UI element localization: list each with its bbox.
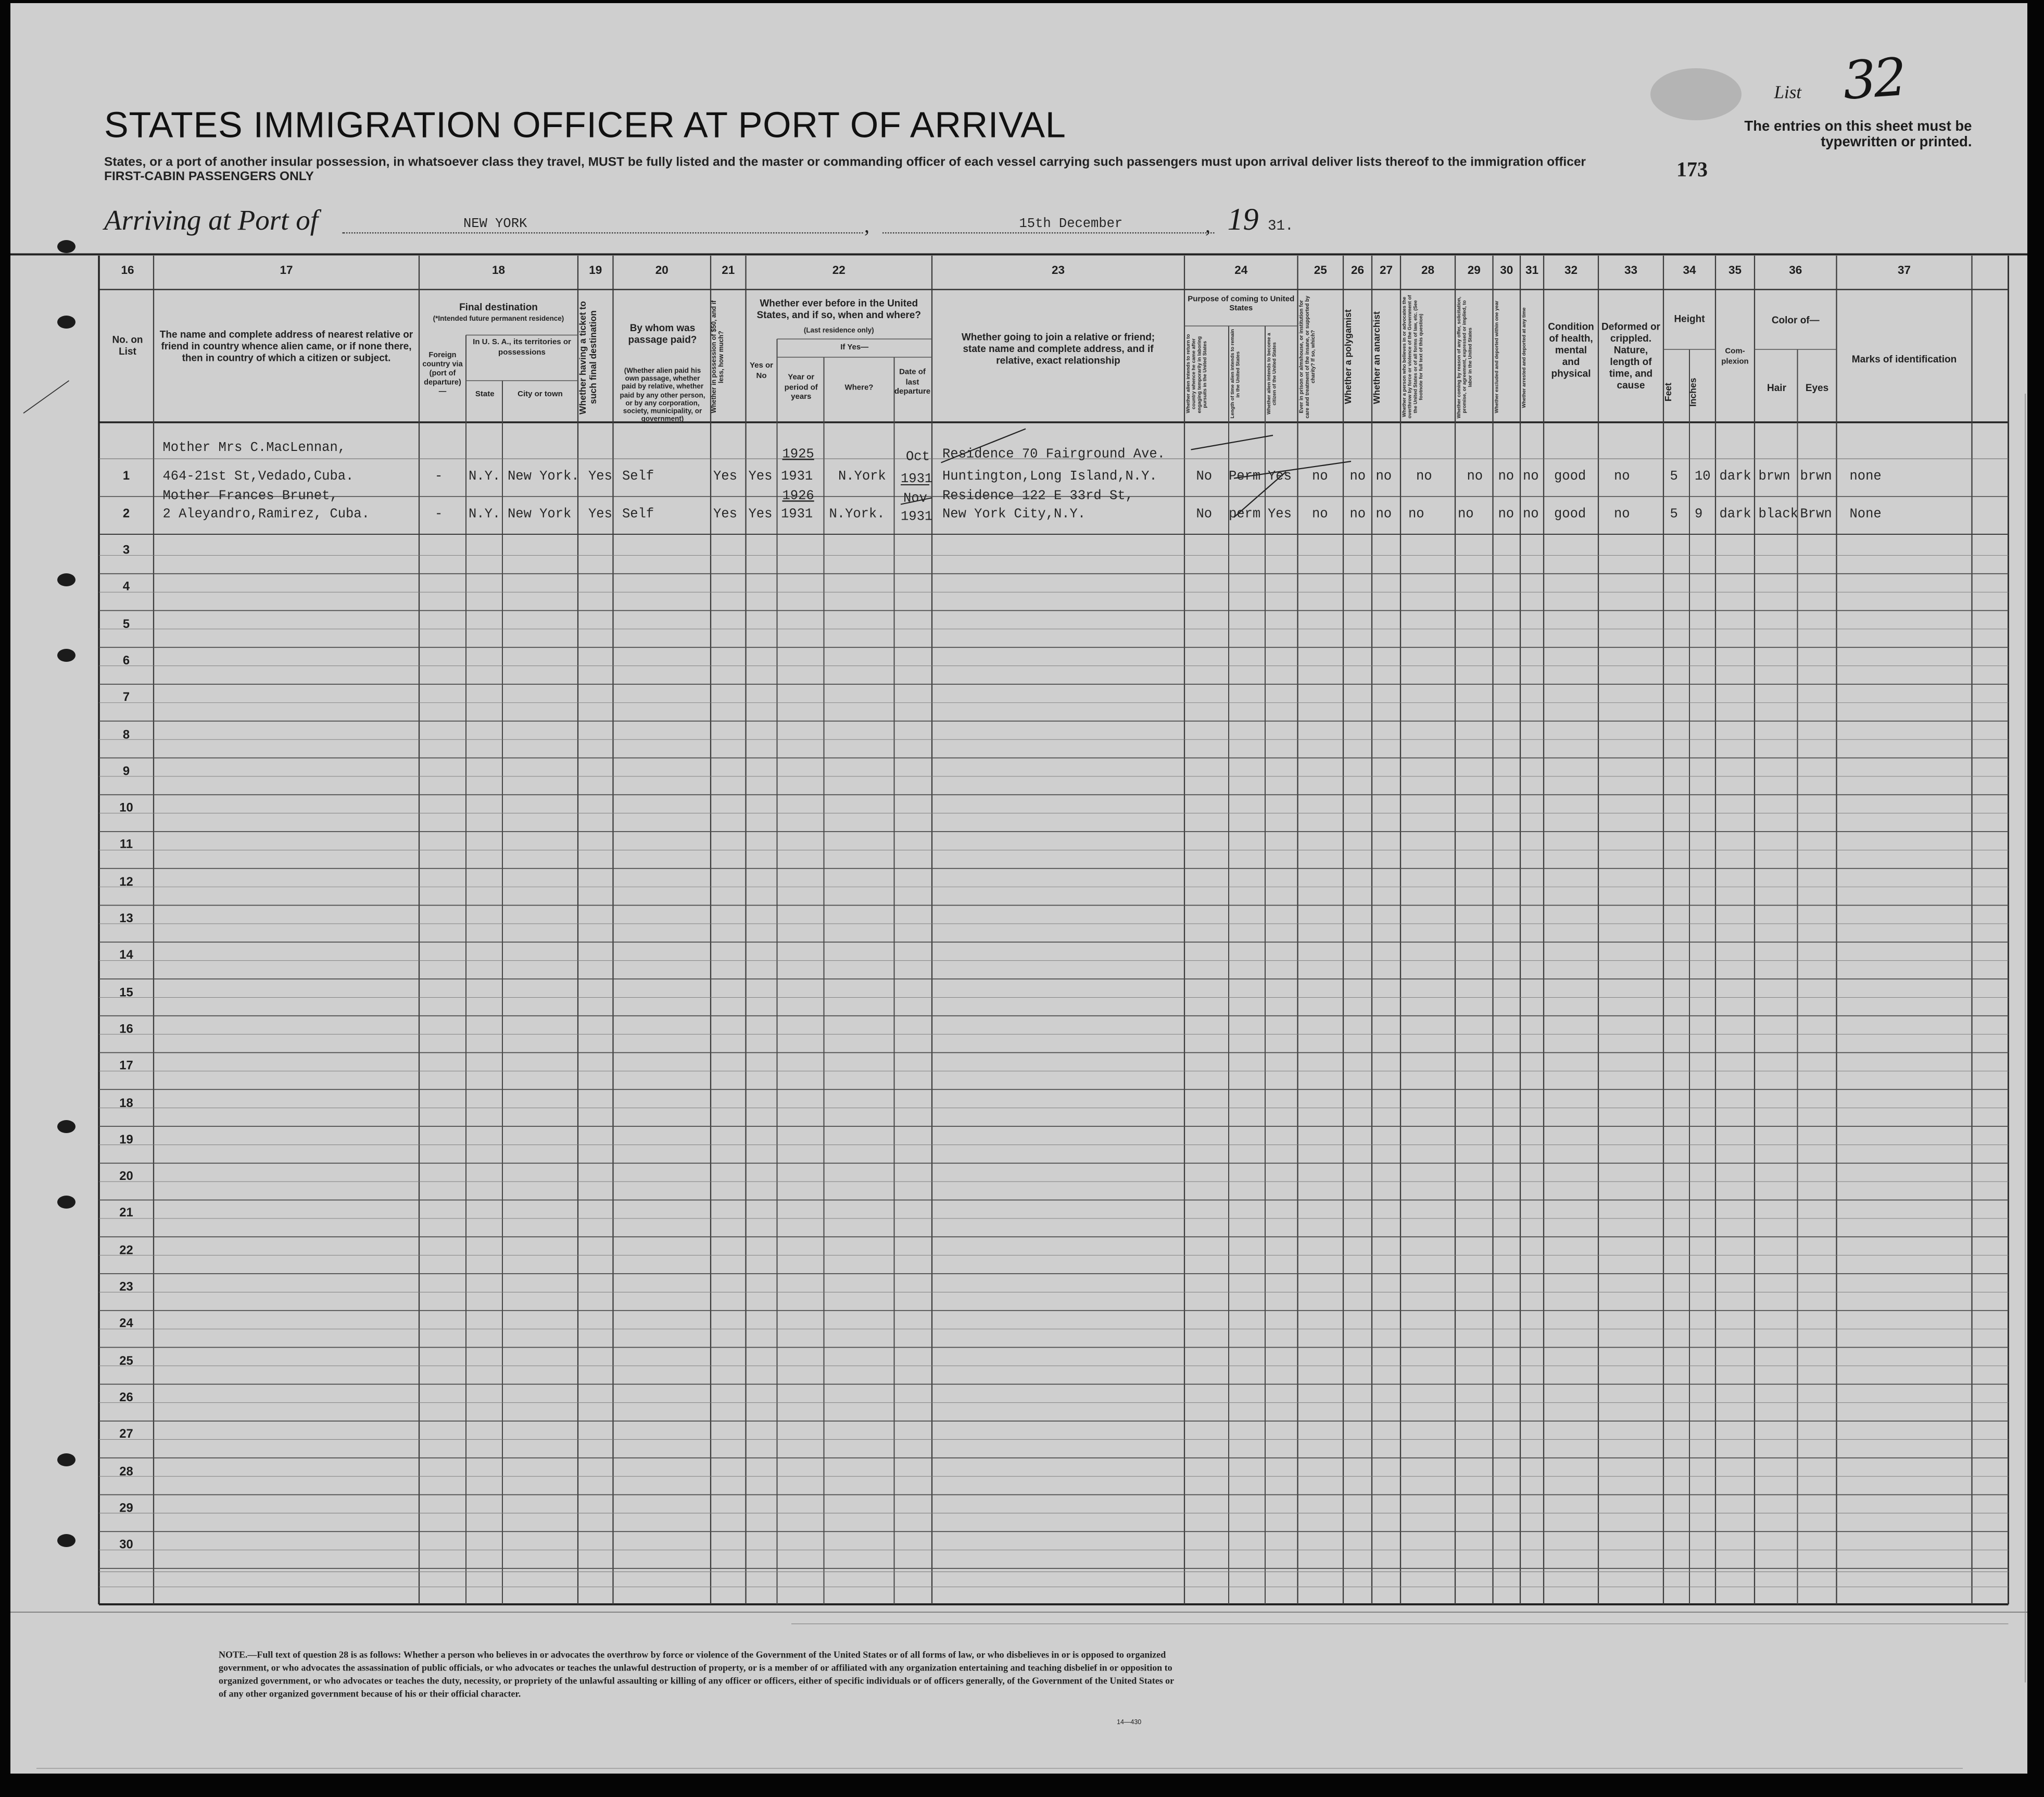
row1-paid-by: Self bbox=[622, 470, 654, 485]
row2-polygamist: no bbox=[1349, 508, 1366, 523]
row-number: 2 bbox=[122, 507, 130, 521]
colnum-30: 30 bbox=[1500, 263, 1513, 277]
row1-deformed: no bbox=[1614, 470, 1630, 485]
colnum-28: 28 bbox=[1421, 263, 1434, 277]
hdr-ever-before-note: (Last residence only) bbox=[803, 327, 874, 335]
hdr-no-on-list: No. on List bbox=[112, 334, 143, 357]
binder-hole bbox=[57, 240, 75, 253]
hdr-deformed: Deformed or crippled. Nature, length of time, and cause bbox=[1601, 321, 1660, 391]
port-line bbox=[343, 232, 863, 234]
colnum-24: 24 bbox=[1234, 263, 1248, 277]
colnum-27: 27 bbox=[1379, 263, 1393, 277]
hdr-if-yes: If Yes— bbox=[840, 344, 869, 352]
colnum-21: 21 bbox=[722, 263, 735, 277]
sheet-number: 173 bbox=[1676, 159, 1708, 182]
row1-health: good bbox=[1554, 470, 1586, 485]
hdr-labor-offer: Whether coming by reason of any offer, solicitation, promise, or agreement, expressed or implied, to labor in the United States bbox=[1456, 296, 1473, 418]
manifest-sheet bbox=[10, 3, 2027, 1774]
row1-arrested: no bbox=[1523, 470, 1539, 485]
intro-line-2: FIRST-CABIN PASSENGERS ONLY bbox=[104, 170, 314, 184]
row1-polygamist: no bbox=[1349, 470, 1366, 485]
row-number: 25 bbox=[119, 1353, 133, 1368]
row2-years-a: 1926 bbox=[782, 490, 814, 505]
row-number: 6 bbox=[122, 654, 130, 669]
comma: , bbox=[1205, 215, 1210, 237]
hdr-paid-by: By whom was passage paid? bbox=[628, 322, 697, 346]
row2-deformed: no bbox=[1614, 508, 1630, 523]
row2-length: perm bbox=[1229, 508, 1261, 523]
row1-years-b: 1931 bbox=[781, 470, 813, 485]
list-number: 32 bbox=[1841, 48, 1907, 112]
row-number: 21 bbox=[119, 1206, 133, 1221]
row2-labor: no bbox=[1458, 508, 1474, 523]
row1-length: Perm bbox=[1229, 470, 1261, 485]
port-value: NEW YORK bbox=[463, 218, 527, 232]
row2-ever-before: Yes bbox=[748, 508, 773, 523]
form-title: STATES IMMIGRATION OFFICER AT PORT OF ARRIVAL bbox=[104, 105, 1066, 145]
hdr-length-of-stay: Length of time alien intends to remain in the United States bbox=[1230, 329, 1241, 419]
row-number: 17 bbox=[119, 1059, 133, 1074]
row-number: 3 bbox=[122, 543, 130, 558]
row2-return: No bbox=[1196, 508, 1213, 523]
row1-inches: 10 bbox=[1695, 470, 1711, 485]
row-number: 15 bbox=[119, 985, 133, 1000]
row2-years-b: 1931 bbox=[781, 508, 813, 523]
list-label: List bbox=[1774, 84, 1802, 104]
binder-hole bbox=[57, 1534, 75, 1547]
row1-state: N.Y. bbox=[469, 470, 501, 485]
row-number: 10 bbox=[119, 801, 133, 816]
hdr-where: Where? bbox=[844, 384, 874, 393]
row2-arrested: no bbox=[1523, 508, 1539, 523]
hdr-health: Condition of health, mental and physical bbox=[1548, 321, 1594, 380]
pen-tick bbox=[23, 381, 69, 413]
row-number: 26 bbox=[119, 1390, 133, 1405]
row-number: 9 bbox=[122, 764, 130, 779]
binder-hole bbox=[57, 649, 75, 662]
colnum-20: 20 bbox=[655, 263, 668, 277]
arriving-label: Arriving at Port of bbox=[104, 204, 318, 236]
row-number: 4 bbox=[122, 580, 130, 595]
hdr-polygamist: Whether a polygamist bbox=[1344, 310, 1354, 405]
binder-hole bbox=[57, 1120, 75, 1133]
row2-marks: None bbox=[1849, 508, 1882, 523]
row2-foreign-via: - bbox=[435, 508, 443, 523]
row1-return: No bbox=[1196, 470, 1213, 485]
colnum-22: 22 bbox=[832, 263, 846, 277]
row-number: 29 bbox=[119, 1501, 133, 1516]
row2-overthrow: no bbox=[1408, 508, 1424, 523]
row-number: 28 bbox=[119, 1464, 133, 1479]
row2-where: N.York. bbox=[829, 508, 885, 523]
colnum-25: 25 bbox=[1314, 263, 1327, 277]
row1-address: 464-21st St,Vedado,Cuba. bbox=[162, 470, 354, 485]
row-number: 7 bbox=[122, 690, 130, 705]
row2-complexion: dark bbox=[1719, 508, 1751, 523]
hdr-prison: Ever in prison or almshouse, or institution for care and treatment of the insane, or supported by charity? If so, which? bbox=[1297, 296, 1316, 419]
row2-health: good bbox=[1554, 508, 1586, 523]
form-intro bbox=[104, 156, 1586, 184]
hdr-has-50: Whether in possession of $50, and if less, how much? bbox=[711, 300, 726, 414]
row-number: 16 bbox=[119, 1022, 133, 1037]
binder-hole bbox=[57, 573, 75, 586]
row-number: 18 bbox=[119, 1096, 133, 1111]
row2-join-a: Residence 122 E 33rd St, bbox=[942, 490, 1133, 505]
row1-excluded: no bbox=[1498, 470, 1515, 485]
row-number: 22 bbox=[119, 1243, 133, 1258]
hdr-overthrow: Whether a person who believes in or advocates the overthrow by force or violence of the Government of the United States or of all forms of law, etc. (See footnote for full text of this question) bbox=[1402, 295, 1424, 419]
row2-citizen: Yes bbox=[1268, 508, 1292, 523]
row2-relative: Mother Frances Brunet, bbox=[162, 490, 338, 505]
colnum-36: 36 bbox=[1789, 263, 1802, 277]
hdr-going-to-join: Whether going to join a relative or friend; state name and complete address, and if relative, exact relationship bbox=[961, 331, 1155, 367]
row1-hair: brwn bbox=[1758, 470, 1790, 485]
colnum-32: 32 bbox=[1564, 263, 1578, 277]
row2-address: 2 Aleyandro,Ramirez, Cuba. bbox=[162, 508, 370, 523]
colnum-33: 33 bbox=[1624, 263, 1637, 277]
hdr-color-of: Color of— bbox=[1771, 314, 1820, 326]
colnum-18: 18 bbox=[491, 263, 505, 277]
row2-feet: 5 bbox=[1670, 508, 1678, 523]
colnum-26: 26 bbox=[1351, 263, 1364, 277]
row1-eyes: brwn bbox=[1800, 470, 1832, 485]
row2-eyes: Brwn bbox=[1800, 508, 1832, 523]
hdr-marks: Marks of identification bbox=[1851, 353, 1957, 365]
date-line bbox=[882, 232, 1215, 234]
colnum-23: 23 bbox=[1051, 263, 1065, 277]
hdr-ever-before: Whether ever before in the United States, and if so, when and where? bbox=[756, 297, 921, 321]
row1-labor: no bbox=[1467, 470, 1483, 485]
row1-ever-before: Yes bbox=[748, 470, 773, 485]
date-value: 15th December bbox=[1019, 218, 1123, 232]
row-number: 23 bbox=[119, 1280, 133, 1295]
row1-citizen: Yes bbox=[1268, 470, 1292, 485]
comma: , bbox=[864, 215, 869, 237]
row1-join-b: Huntington,Long Island,N.Y. bbox=[942, 470, 1157, 485]
row1-years-a: 1925 bbox=[782, 448, 814, 463]
row-number: 24 bbox=[119, 1317, 133, 1331]
row2-paid-by: Self bbox=[622, 508, 654, 523]
row1-dep-b: 1931 bbox=[901, 473, 933, 487]
row-number: 12 bbox=[119, 875, 133, 889]
hdr-yes-or-no: Yes or No bbox=[749, 362, 773, 380]
hdr-final-destination-note: (*Intended future permanent residence) bbox=[433, 316, 564, 323]
hdr-inches: Inches bbox=[1689, 378, 1699, 407]
row1-feet: 5 bbox=[1670, 470, 1678, 485]
binder-hole bbox=[57, 316, 75, 329]
row1-overthrow: no bbox=[1416, 470, 1432, 485]
year-prefix: 19 bbox=[1227, 204, 1259, 237]
row2-excluded: no bbox=[1498, 508, 1515, 523]
row2-hair: black bbox=[1758, 508, 1798, 523]
row2-ticket: Yes bbox=[588, 508, 612, 523]
hdr-final-destination: Final destination bbox=[459, 301, 538, 313]
row1-city: New York. bbox=[508, 470, 579, 485]
hdr-date-departure: Date of last departure bbox=[894, 369, 931, 396]
row-number: 11 bbox=[119, 838, 133, 852]
hdr-eyes: Eyes bbox=[1805, 382, 1829, 394]
row1-dep-a: Oct bbox=[906, 451, 930, 466]
colnum-16: 16 bbox=[121, 263, 134, 277]
intro-line-1: States, or a port of another insular possession, in whatsoever class they travel, MUST be fully listed and the master or commanding officer of each vessel carrying such passengers must upon arrival deliver lists thereof to the immigration officer bbox=[104, 155, 1586, 170]
hdr-hair: Hair bbox=[1767, 382, 1786, 394]
row2-state: N.Y. bbox=[469, 508, 501, 523]
row2-inches: 9 bbox=[1695, 508, 1703, 523]
row-number: 8 bbox=[122, 727, 130, 742]
row1-anarchist: no bbox=[1376, 470, 1392, 485]
colnum-17: 17 bbox=[280, 263, 293, 277]
row1-ticket: Yes bbox=[588, 470, 612, 485]
hdr-complexion: Com-plexion bbox=[1721, 348, 1749, 366]
row2-dep-a: Nov bbox=[903, 493, 927, 507]
row1-has-50: Yes bbox=[713, 470, 737, 485]
row-number: 14 bbox=[119, 948, 133, 963]
manifest-sheet-inner bbox=[10, 3, 2027, 1774]
row-number: 30 bbox=[119, 1538, 133, 1553]
row1-complexion: dark bbox=[1719, 470, 1751, 485]
footnote-question-28: NOTE.—Full text of question 28 is as follows: Whether a person who believes in or advocates the overthrow by force or violence of the Government of the United States or of all forms of law, or who disbelieves in or is opposed to organized government, or who advocates the assassination of public officials, or who advocates or teaches the unlawful destruction of property, or is a member of or affiliated with any organization entertaining and teaching disbelief in or opposition to organized government, or who advocates or teaches the duty, necessity, or propriety of the unlawful assaulting or killing of any officer or officers, either of specific individuals or of officers generally, of the Government of the United States or of any other organized government because of his or their official character. bbox=[219, 1650, 1174, 1700]
colnum-34: 34 bbox=[1683, 263, 1696, 277]
hdr-foreign-country: Foreign country via (port of departure)— bbox=[422, 352, 463, 396]
hdr-paid-by-note: (Whether alien paid his own passage, whether paid by relative, whether paid by any other person, or by any corporation, society, municipality, or government) bbox=[620, 368, 705, 424]
row-number: 1 bbox=[122, 469, 130, 484]
row-number: 13 bbox=[119, 912, 133, 926]
hdr-arrested: Whether arrested and deported at any time bbox=[1521, 307, 1527, 408]
hdr-height: Height bbox=[1674, 313, 1705, 325]
entries-note: The entries on this sheet must be typewritten or printed. bbox=[1744, 119, 1972, 150]
row-number: 19 bbox=[119, 1133, 133, 1147]
colnum-19: 19 bbox=[589, 263, 602, 277]
form-number: 14—430 bbox=[1117, 1719, 1142, 1727]
row1-foreign-via: - bbox=[435, 470, 443, 485]
row-number: 5 bbox=[122, 617, 130, 632]
row1-marks: none bbox=[1849, 470, 1882, 485]
hdr-purpose: Purpose of coming to United States bbox=[1188, 296, 1295, 314]
binder-hole bbox=[57, 1453, 75, 1466]
row2-has-50: Yes bbox=[713, 508, 737, 523]
row2-prison: no bbox=[1312, 508, 1328, 523]
hdr-state: State bbox=[475, 391, 495, 399]
hdr-in-usa: In U. S. A., its territories or possessions bbox=[473, 339, 571, 357]
row2-join-b: New York City,N.Y. bbox=[942, 508, 1086, 523]
hdr-excluded: Whether excluded and deported within one year bbox=[1494, 300, 1499, 414]
pen-tick bbox=[1191, 435, 1273, 450]
colnum-31: 31 bbox=[1525, 263, 1538, 277]
row1-join-a: Residence 70 Fairground Ave. bbox=[942, 448, 1165, 463]
hdr-citizen-intent: Whether alien intends to become a citizen of the United States bbox=[1266, 333, 1278, 415]
binder-hole bbox=[57, 1196, 75, 1209]
row-number: 27 bbox=[119, 1427, 133, 1442]
row1-relative: Mother Mrs C.MacLennan, bbox=[162, 442, 346, 456]
year-suffix: 31. bbox=[1268, 219, 1294, 235]
row2-dep-b: 1931 bbox=[901, 511, 933, 525]
hdr-ticket: Whether having a ticket to such final destination bbox=[579, 300, 599, 414]
hdr-anarchist: Whether an anarchist bbox=[1373, 311, 1382, 404]
colnum-29: 29 bbox=[1467, 263, 1481, 277]
row1-prison: no bbox=[1312, 470, 1328, 485]
hdr-years: Year or period of years bbox=[784, 374, 818, 401]
row1-where: N.York bbox=[838, 470, 886, 485]
row2-anarchist: no bbox=[1376, 508, 1392, 523]
colnum-35: 35 bbox=[1728, 263, 1742, 277]
hdr-feet: Feet bbox=[1664, 383, 1674, 402]
row-number: 20 bbox=[119, 1170, 133, 1184]
hdr-return-intent: Whether alien intends to return to country whence he came after engaging temporarily in laboring pursuits in the United States bbox=[1185, 334, 1208, 414]
hdr-nearest-relative: The name and complete address of nearest relative or friend in country whence alien came, or if none there, then in country of which a citizen or subject. bbox=[159, 329, 413, 364]
colnum-37: 37 bbox=[1897, 263, 1911, 277]
row2-city: New York bbox=[508, 508, 572, 523]
hdr-city: City or town bbox=[518, 391, 563, 399]
